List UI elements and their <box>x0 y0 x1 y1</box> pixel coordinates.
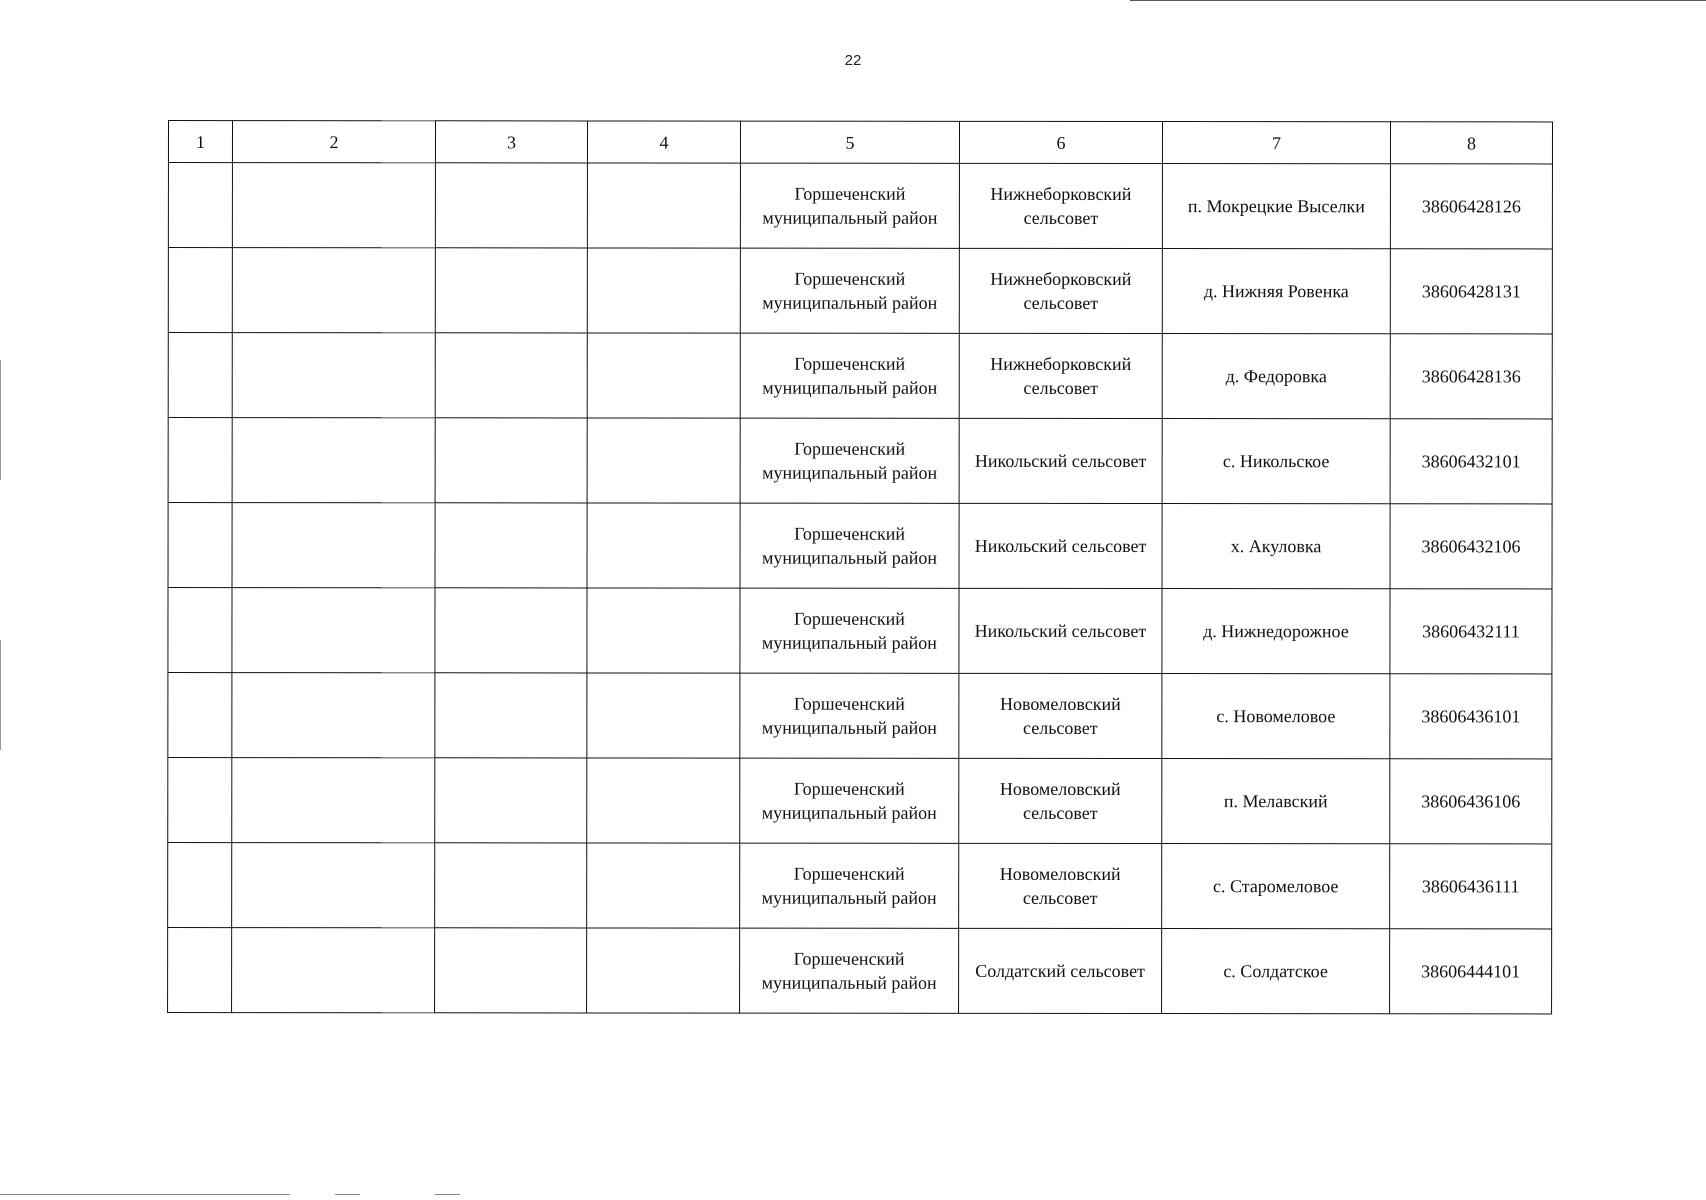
code-cell: 38606432106 <box>1390 504 1552 589</box>
table-row <box>168 163 1552 249</box>
table-cell <box>587 248 740 333</box>
district-cell: Горшеченский муниципальный район <box>740 758 959 843</box>
district-cell: Горшеченский муниципальный район <box>740 503 959 588</box>
table-cell <box>232 248 435 333</box>
table-cell <box>587 333 740 418</box>
table-cell <box>168 588 232 673</box>
table-cell <box>435 758 587 843</box>
scan-edge-mark <box>335 1194 360 1195</box>
table-cell <box>232 333 435 418</box>
column-header: 2 <box>232 121 435 163</box>
table-cell <box>587 418 740 503</box>
council-cell: Новомеловский сельсовет <box>959 843 1162 928</box>
column-header: 1 <box>168 121 232 163</box>
table-cell <box>435 503 587 588</box>
table-cell <box>232 418 435 503</box>
district-cell: Горшеченский муниципальный район <box>740 248 959 333</box>
table-cell <box>168 163 232 248</box>
table-cell <box>587 758 740 843</box>
page-number: 22 <box>844 52 862 69</box>
district-cell: Горшеченский муниципальный район <box>740 333 959 418</box>
district-cell: Горшеченский муниципальный район <box>740 418 959 503</box>
table-row <box>168 503 1552 589</box>
council-cell: Нижнеборковский сельсовет <box>959 163 1162 248</box>
district-cell: Горшеченский муниципальный район <box>740 843 959 928</box>
council-cell: Никольский сельсовет <box>959 588 1162 673</box>
table-row <box>168 588 1552 674</box>
table-cell <box>168 673 232 758</box>
table-row <box>168 333 1552 419</box>
table-cell <box>435 163 587 248</box>
scan-edge-line <box>1130 0 1706 1</box>
council-cell: Никольский сельсовет <box>959 418 1162 503</box>
code-cell: 38606436111 <box>1390 844 1552 929</box>
table-cell <box>435 248 587 333</box>
table-cell <box>168 333 232 418</box>
code-cell: 38606428136 <box>1390 334 1552 419</box>
table-row <box>168 248 1552 334</box>
council-cell: Новомеловский сельсовет <box>959 673 1162 758</box>
table-cell <box>232 503 435 588</box>
council-cell: Новомеловский сельсовет <box>959 758 1162 843</box>
table-cell <box>435 333 587 418</box>
code-cell: 38606432101 <box>1390 419 1552 504</box>
code-cell: 38606428126 <box>1390 164 1552 249</box>
settlement-cell: с. Старомеловое <box>1162 844 1390 929</box>
code-cell: 38606444101 <box>1390 929 1552 1014</box>
table-cell <box>435 928 587 1013</box>
table-cell <box>587 673 740 758</box>
council-cell: Нижнеборковский сельсовет <box>959 333 1162 418</box>
table-cell <box>232 843 435 928</box>
scan-edge-mark <box>0 360 1 480</box>
table-cell <box>168 418 232 503</box>
council-cell: Солдатский сельсовет <box>959 928 1162 1013</box>
settlement-cell: д. Нижнедорожное <box>1162 589 1390 674</box>
settlement-cell: д. Нижняя Ровенка <box>1162 249 1390 334</box>
settlement-cell: х. Акуловка <box>1162 504 1390 589</box>
column-header: 4 <box>587 121 740 163</box>
table-cell <box>168 248 232 333</box>
table-cell <box>587 843 740 928</box>
council-cell: Никольский сельсовет <box>959 503 1162 588</box>
table-cell <box>232 163 435 248</box>
district-cell: Горшеченский муниципальный район <box>740 588 959 673</box>
table-cell <box>587 163 740 248</box>
table-cell <box>587 588 740 673</box>
table-row <box>168 928 1552 1014</box>
table-cell <box>587 503 740 588</box>
column-header: 7 <box>1162 122 1390 164</box>
district-cell: Горшеченский муниципальный район <box>740 928 959 1013</box>
settlement-cell: п. Мелавский <box>1162 759 1390 844</box>
column-header: 5 <box>740 121 959 163</box>
table-row <box>168 418 1552 504</box>
table-row <box>168 673 1552 759</box>
column-header: 3 <box>435 121 587 163</box>
table-cell <box>168 503 232 588</box>
scan-edge-mark <box>0 1194 290 1195</box>
table-cell <box>435 843 587 928</box>
table-cell <box>168 758 232 843</box>
code-cell: 38606436101 <box>1390 674 1552 759</box>
code-cell: 38606436106 <box>1390 759 1552 844</box>
scan-edge-mark <box>0 640 1 750</box>
settlement-cell: с. Новомеловое <box>1162 674 1390 759</box>
settlement-cell: п. Мокрецкие Выселки <box>1162 164 1390 249</box>
table-row <box>168 758 1552 844</box>
code-cell: 38606428131 <box>1390 249 1552 334</box>
code-cell: 38606432111 <box>1390 589 1552 674</box>
district-cell: Горшеченский муниципальный район <box>740 673 959 758</box>
table-row <box>168 843 1552 929</box>
column-header: 6 <box>959 121 1162 163</box>
settlement-cell: с. Солдатское <box>1162 929 1390 1014</box>
table-cell <box>435 673 587 758</box>
table-cell <box>435 588 587 673</box>
council-cell: Нижнеборковский сельсовет <box>959 248 1162 333</box>
table-cell <box>587 928 740 1013</box>
table-cell <box>232 928 435 1013</box>
table-cell <box>232 758 435 843</box>
settlement-cell: д. Федоровка <box>1162 334 1390 419</box>
district-cell: Горшеченский муниципальный район <box>740 163 959 248</box>
table-cell <box>168 843 232 928</box>
column-header: 8 <box>1390 122 1552 164</box>
table-cell <box>168 928 232 1013</box>
settlement-cell: с. Никольское <box>1162 419 1390 504</box>
table-cell <box>232 588 435 673</box>
table-cell <box>435 418 587 503</box>
table-cell <box>232 673 435 758</box>
table-header-row <box>168 121 1552 164</box>
scan-edge-mark <box>435 1194 460 1195</box>
registry-table <box>167 120 1553 1014</box>
